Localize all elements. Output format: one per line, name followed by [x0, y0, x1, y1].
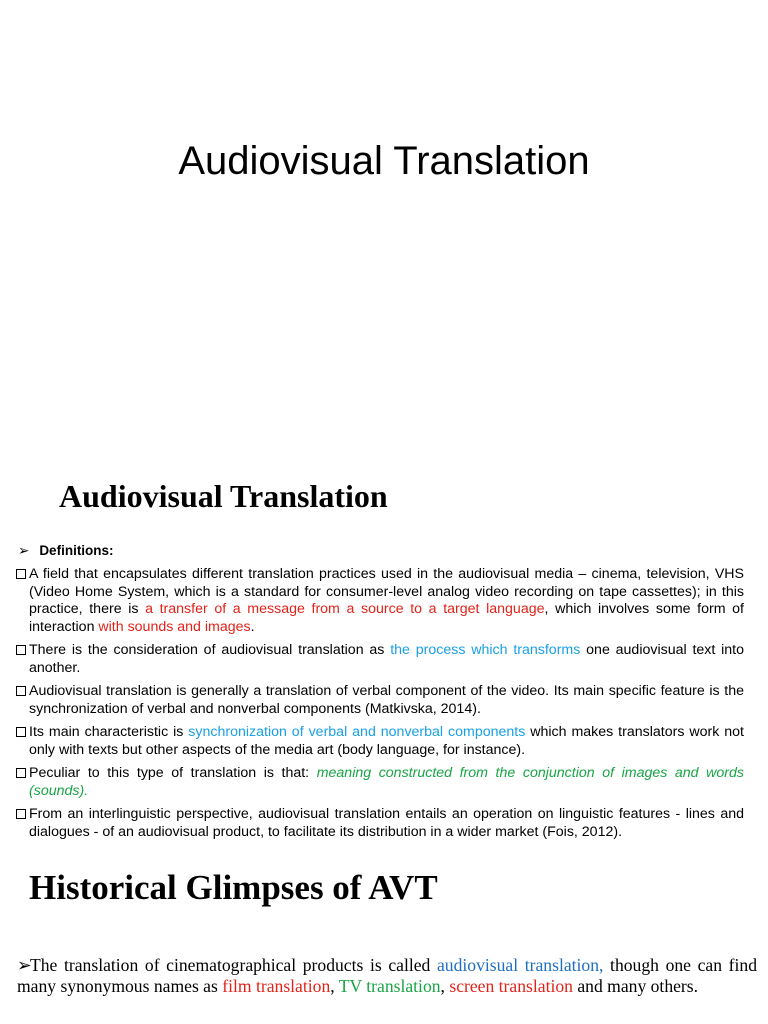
- history-heading: Historical Glimpses of AVT: [29, 868, 438, 907]
- highlight-text: the process which transforms: [390, 642, 581, 658]
- list-item: [16, 642, 744, 677]
- highlight-text: synchronization of verbal and nonverbal components: [188, 724, 526, 740]
- highlight-text: audiovisual translation,: [437, 955, 604, 975]
- item-text: There is the consideration of audiovisual translation as: [29, 642, 391, 658]
- para-text: though one can find many synonymous names as: [17, 955, 757, 996]
- square-bullet-icon: [16, 686, 26, 696]
- item-text: From an interlinguistic perspective, audiovisual translation entails an operation on linguistic features - lines and dialogues - of an audiovisual product, to facilitate its distribution in a wider market (Fois, 2012).: [29, 806, 744, 840]
- item-text: A field that encapsulates different translation practices used in the audiovisual media – cinema, television, VHS (Video Home System, which is a standard for consumer-level analog video recording on tape cassettes); in this practice, there is: [29, 566, 744, 617]
- para-text: and many others.: [572, 976, 699, 996]
- arrow-bullet-icon: ➢: [18, 543, 30, 558]
- para-text: The translation of cinematographical products is called: [30, 955, 437, 975]
- section-heading: Audiovisual Translation: [59, 478, 388, 514]
- highlight-text: with sounds and images: [98, 618, 251, 635]
- list-item: [16, 806, 744, 841]
- item-text: Peculiar to this type of translation is that:: [29, 765, 317, 781]
- square-bullet-icon: [16, 809, 26, 819]
- list-item: [16, 765, 744, 800]
- square-bullet-icon: [16, 727, 26, 737]
- item-text: Its main characteristic is: [29, 724, 189, 740]
- highlight-text: a transfer of a message from a source to a target language: [145, 601, 545, 617]
- para-text: ,: [330, 976, 339, 996]
- item-text: which makes translators work not only with texts but other aspects of the media art (body language, for instance).: [29, 724, 744, 758]
- square-bullet-icon: [16, 768, 26, 778]
- arrow-bullet-icon: ➢: [17, 955, 32, 975]
- list-item: [16, 566, 744, 636]
- highlight-text: TV translation: [338, 976, 441, 996]
- highlight-text: meaning constructed from the conjunction of images and words (sounds).: [29, 765, 744, 799]
- highlight-text: film translation: [222, 976, 331, 996]
- item-text: one audiovisual text into another.: [29, 642, 745, 676]
- item-text: .: [250, 618, 255, 635]
- square-bullet-icon: [16, 645, 26, 655]
- slide-title: Audiovisual Translation: [178, 139, 590, 183]
- definitions-label: [18, 542, 114, 560]
- para-text: ,: [440, 976, 450, 996]
- item-text: Audiovisual translation is generally a translation of verbal component of the video. Its main specific feature is the synchronization of verbal and nonverbal components (Matkivska, 2014).: [29, 683, 744, 717]
- highlight-text: screen translation: [449, 976, 573, 996]
- definitions-list: [16, 566, 744, 847]
- history-paragraph: [17, 955, 757, 997]
- list-item: [16, 724, 744, 759]
- square-bullet-icon: [16, 569, 26, 579]
- item-text: , which involves some form of interaction: [29, 601, 745, 635]
- definitions-label-text: Definitions:: [39, 543, 114, 558]
- list-item: [16, 683, 744, 718]
